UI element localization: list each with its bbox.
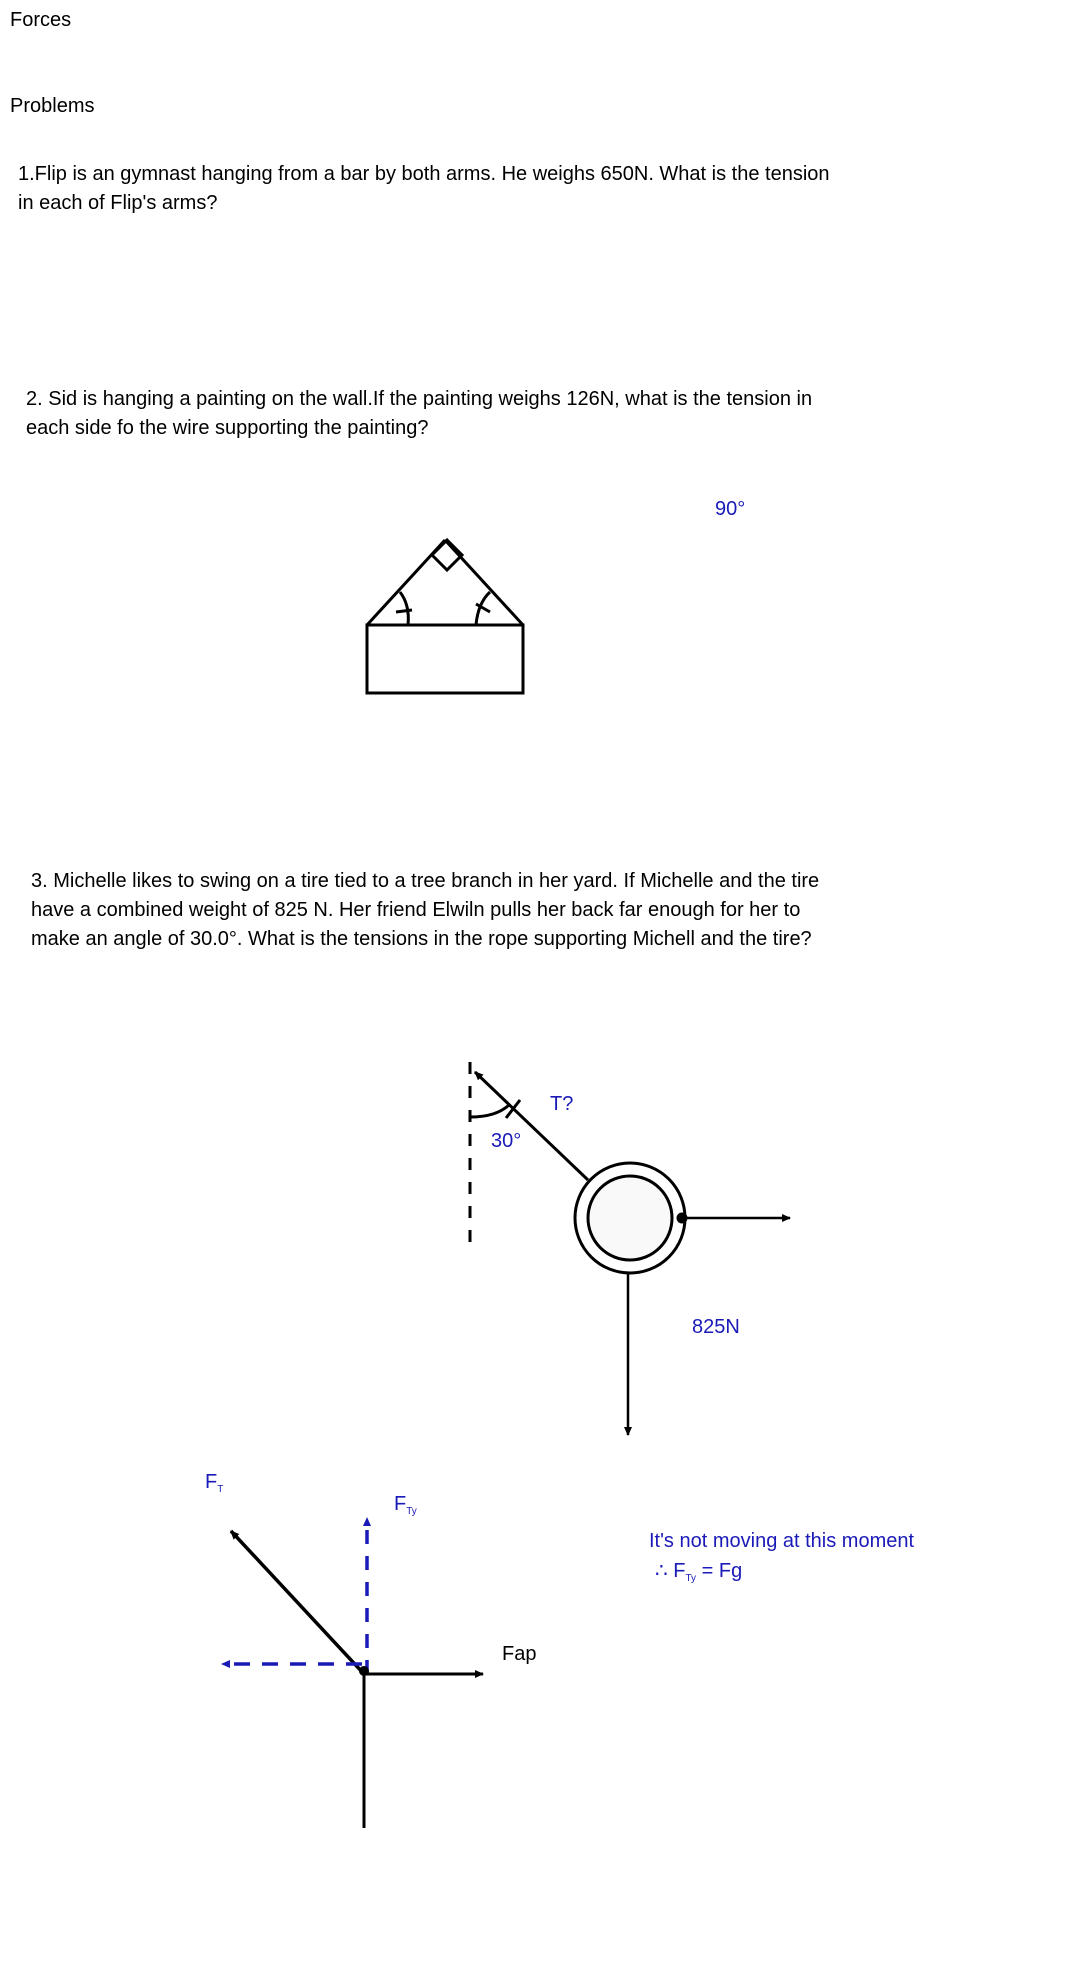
tension-vector	[231, 1531, 364, 1674]
painting-frame	[367, 625, 523, 693]
ft-label: $F_T$	[205, 1471, 224, 1495]
free-body-diagram	[222, 1518, 483, 1828]
fty-label: $F_{Ty}$	[394, 1493, 417, 1517]
tire-inner	[588, 1176, 672, 1260]
problem-1-line-2: in each of Flip's arms?	[18, 192, 218, 214]
rope	[475, 1072, 588, 1180]
page-title: Forces	[10, 9, 72, 31]
problem-2-line-1: 2. Sid is hanging a painting on the wall.If the painting weighs 126N, what is the tension in	[26, 388, 813, 410]
equilibrium-note-line-1: It's not moving at this moment	[649, 1530, 915, 1552]
tension-label: T?	[550, 1093, 574, 1115]
weight-label: 825N	[692, 1316, 740, 1338]
problem-3-line-3: make an angle of 30.0°. What is the tensions in the rope supporting Michell and the tire?	[31, 928, 812, 950]
problem-3-line-2: have a combined weight of 825 N. Her friend Elwiln pulls her back far enough for her to	[31, 899, 801, 921]
painting-angle-label: 90°	[715, 498, 746, 520]
angle-arc-30	[470, 1104, 510, 1117]
equilibrium-note-line-2: ∴ $F_{Ty} = Fg$	[655, 1560, 743, 1584]
wire-right	[445, 540, 523, 625]
rope-angle-label: 30°	[491, 1130, 522, 1152]
painting-diagram	[367, 540, 523, 693]
problem-2-line-2: each side fo the wire supporting the painting?	[26, 417, 429, 439]
angle-arc-left	[400, 592, 408, 625]
tire-diagram	[470, 1062, 790, 1435]
problem-3-line-1: 3. Michelle likes to swing on a tire tied to a tree branch in her yard. If Michelle and the tire	[31, 870, 820, 892]
section-heading: Problems	[10, 95, 95, 117]
problem-1-line-1: 1.Flip is an gymnast hanging from a bar by both arms. He weighs 650N. What is the tension	[18, 163, 830, 185]
origin-point	[359, 1666, 369, 1676]
fap-label: Fap	[502, 1643, 537, 1665]
